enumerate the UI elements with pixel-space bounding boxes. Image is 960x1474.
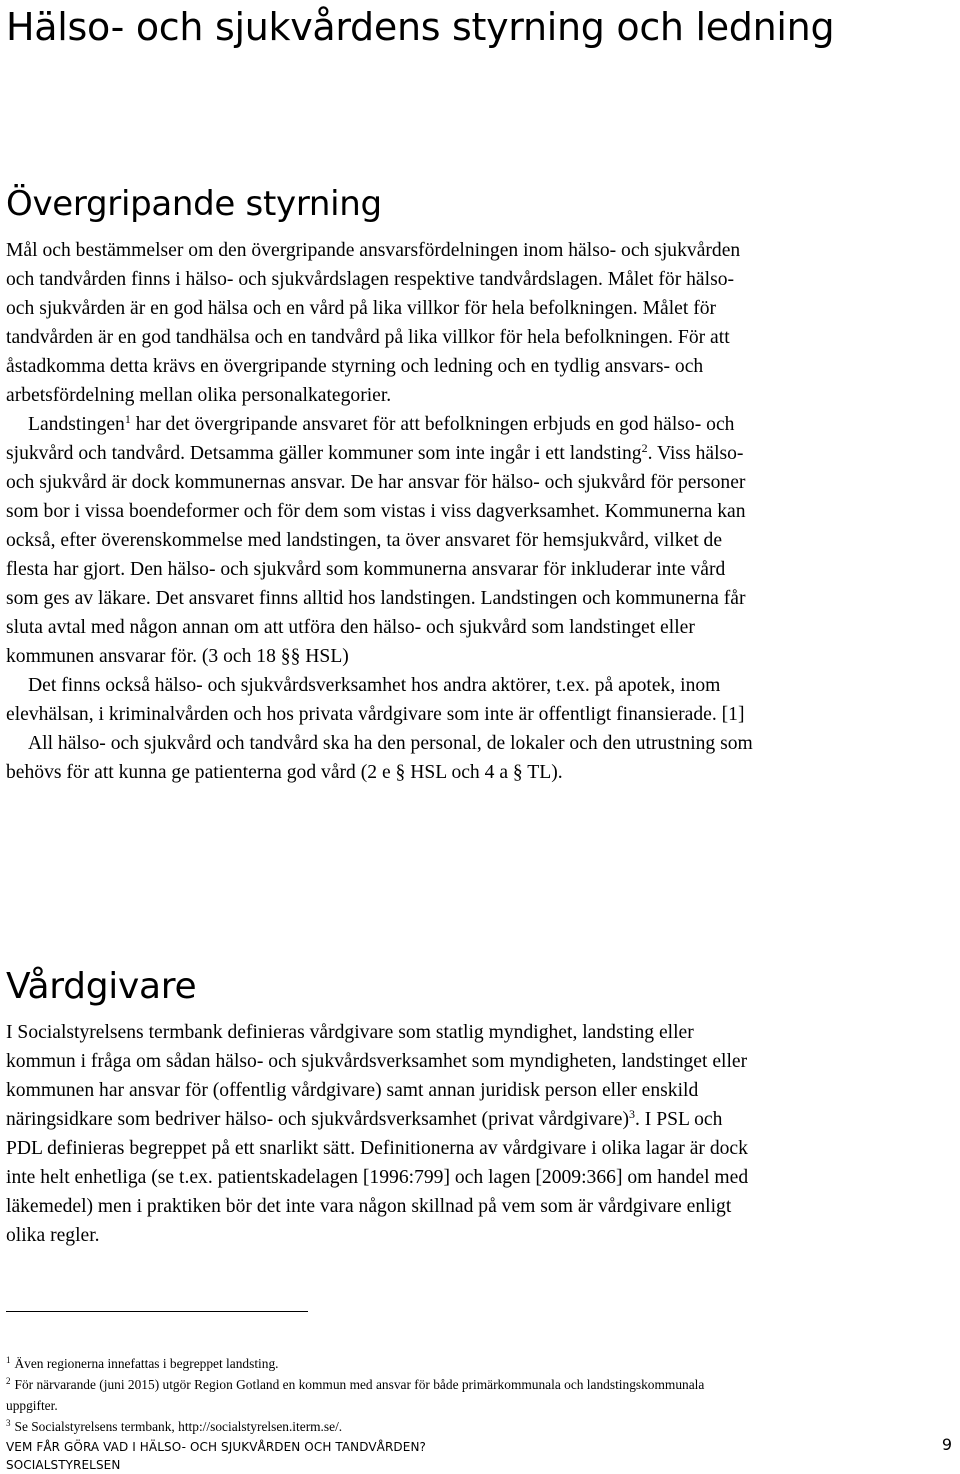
footnote-reference[interactable]: 3 [628,1107,635,1121]
paragraph-text: I Socialstyrelsens termbank definieras vårdgivare som statlig myndighet, landsting eller kommun i fråga om sådan hälso- och sjukvårdsverksamhet som myndigheten, landstinget eller kommunen har ansvar för (offentlig vårdgivare) samt annan juridisk person eller enskild näringsidkare som bedriver hälso- och sjukvårdsverksamhet (privat vårdgivare) [6,1022,748,1130]
section-body-vardgivare [6,1018,758,1250]
section-body-overgripande-styrning [6,236,758,787]
paragraph-text: har det övergripande ansvaret för att befolkningen erbjuds en god hälso- och sjukvård och tandvård. Detsamma gäller kommuner som inte ingår i ett landsting [6,414,735,464]
paragraph-text: Landstingen [28,414,125,435]
page-footer [6,1438,426,1474]
footnote [6,1353,746,1374]
page-number: 9 [941,1435,952,1454]
footer-publication-title: VEM FÅR GÖRA VAD I HÄLSO- OCH SJUKVÅRDEN OCH TANDVÅRDEN? [6,1440,426,1454]
paragraph: Det finns också hälso- och sjukvårdsverksamhet hos andra aktörer, t.ex. på apotek, inom elevhälsan, i kriminalvården och hos privata vårdgivare som inte är offentligt finansierade. [1] [6,675,745,725]
footnote-reference[interactable]: 1 [124,412,131,426]
footer-publisher: SOCIALSTYRELSEN [6,1458,121,1472]
footnote-number: 3 [6,1418,11,1428]
footnotes [6,1353,746,1437]
footnote-text: Även regionerna innefattas i begreppet landsting. [14,1356,279,1371]
footnote-text: Se Socialstyrelsens termbank, http://socialstyrelsen.iterm.se/. [14,1419,343,1434]
paragraph-text: . Viss hälso- och sjukvård är dock kommunernas ansvar. De har ansvar för hälso- och sjukvård för personer som bor i vissa boendeformer och för dem som vistas i viss dagverksamhet. Kommunerna kan också, efter överenskommelse med landstingen, ta över ansvaret för hemsjukvård, vilket de flesta har gjort. Den hälso- och sjukvård som kommunerna ansvarar för inkluderar inte vård som ges av läkare. Det ansvaret finns alltid hos landstingen. Landstingen och kommunerna får sluta avtal med någon annan om att utföra den hälso- och sjukvård som landstinget eller kommunen ansvarar för. (3 och 18 §§ HSL) [6,443,746,667]
footnote [6,1374,746,1416]
footnote [6,1416,746,1437]
footnote-text: För närvarande (juni 2015) utgör Region Gotland en kommun med ansvar för både primärkommunala och landstingskommunala uppgifter. [6,1377,705,1413]
section-heading-overgripande-styrning: Övergripande styrning [6,184,382,224]
footnote-number: 2 [6,1376,11,1386]
footnote-number: 1 [6,1355,11,1365]
paragraph [6,1018,758,1250]
footnote-reference[interactable]: 2 [641,441,648,455]
section-heading-vardgivare: Vårdgivare [6,966,197,1007]
document-title: Hälso- och sjukvårdens styrning och ledning [6,5,835,49]
paragraph-text: . I PSL och PDL definieras begreppet på ett snarlikt sätt. Definitionerna av vårdgivare i olika lagar är dock inte helt enhetliga (se t.ex. patientskadelagen [1996:799] och lagen [2009:366] om handel med läkemedel) men i praktiken bör det inte vara någon skillnad på vem som är vårdgivare enligt olika regler. [6,1109,749,1246]
paragraph [6,410,758,671]
paragraph: Mål och bestämmelser om den övergripande ansvarsfördelningen inom hälso- och sjukvården och tandvården finns i hälso- och sjukvårdslagen respektive tandvårdslagen. Målet för hälso- och sjukvården är en god hälsa och en vård på lika villkor för hela befolkningen. Målet för tandvården är en god tandhälsa och en tandvård på lika villkor för hela befolkningen. För att åstadkomma detta krävs en övergripande styrning och ledning och en tydlig ansvars- och arbetsfördelning mellan olika personalkategorier. [6,240,741,406]
paragraph: All hälso- och sjukvård och tandvård ska ha den personal, de lokaler och den utrustning som behövs för att kunna ge patienterna god vård (2 e § HSL och 4 a § TL). [6,733,753,783]
footnote-separator [6,1311,308,1312]
